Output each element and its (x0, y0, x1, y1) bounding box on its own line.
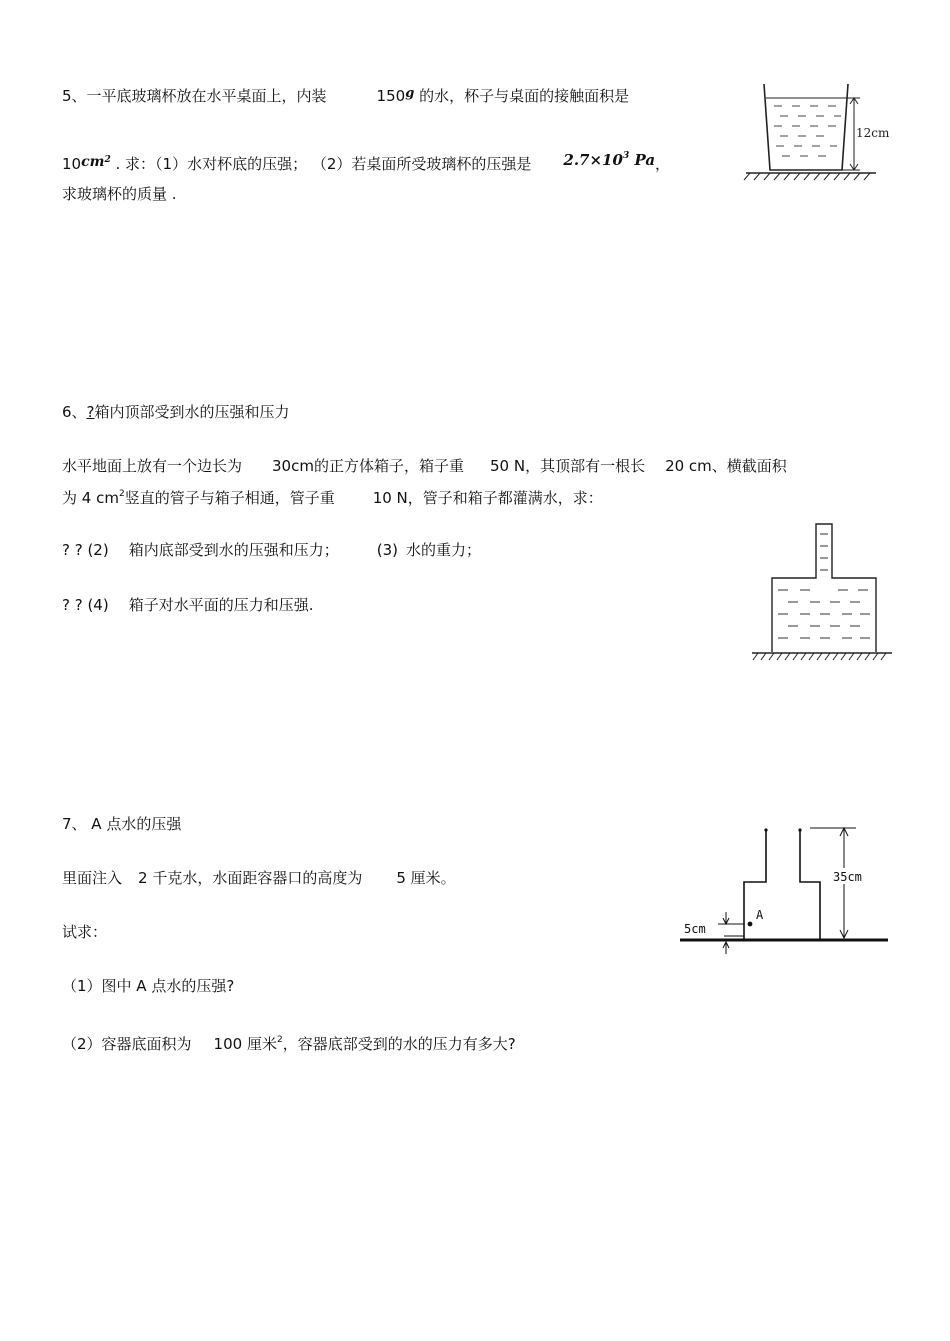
q7-item2-text-a: （2）容器底面积为 (62, 1035, 192, 1053)
q6-item-4 (62, 595, 314, 615)
q5-water-dashes (774, 106, 841, 156)
q6-side-length: 30cm (272, 457, 314, 475)
q6-box-weight: 50 N (489, 457, 526, 475)
q6-text-a: 水平地面上放有一个边长为 (62, 457, 243, 475)
q5-mass-question: 求玻璃杯的质量 . (62, 185, 177, 203)
q5-intro-text-2: 的水，杯子与桌面的接触面积是 (419, 87, 630, 105)
q5-line2-end: ， (655, 155, 671, 173)
q7-text-a: 里面注入 (62, 869, 123, 887)
q7-paragraph-line-1 (62, 868, 456, 888)
q5-mass-unit: g (405, 86, 415, 101)
q6-item2-text: 箱内底部受到水的压强和压力； (128, 541, 339, 559)
q6-box-water-dashes (778, 590, 870, 638)
q6-title-number: 6、 (62, 403, 87, 421)
q7-point-a (748, 922, 753, 927)
q5-area-unit: cm (81, 154, 105, 170)
q7-text-mass: 2 千克水，水面距容器口的高度为 (138, 869, 363, 887)
q6-item-2-3 (62, 540, 481, 560)
q5-height-label: 12cm (856, 126, 890, 140)
q6-item4-number: ? ? (4) (62, 596, 109, 614)
q7-item2-exp: 2 (276, 1035, 283, 1045)
q7-try-solve: 试求： (62, 923, 108, 941)
q5-intro-text: 5、一平底玻璃杯放在水平桌面上，内装 (62, 87, 327, 105)
q5-line-2 (62, 146, 670, 174)
q6-text-d: 、横截面积 (711, 457, 787, 475)
q7-5cm-label: 5cm (684, 922, 706, 936)
q7-item2-area: 100 厘米 (213, 1035, 277, 1053)
q7-item-1: （1）图中 A 点水的压强? (62, 977, 235, 995)
q5-pressure-unit: Pa (634, 151, 656, 169)
q6-item2-number: ? ? (2) (62, 541, 109, 559)
q6-text-b: 的正方体箱子，箱子重 (313, 457, 464, 475)
q5-area-value: 10 (62, 155, 82, 173)
q5-pressure-value: 2.7×10 (563, 151, 623, 169)
q5-ground-hatch (744, 173, 870, 180)
q6-pipe-length: 20 cm (665, 457, 712, 475)
q6-item3-number: (3) (376, 541, 398, 559)
q6-text-c: ，其顶部有一根长 (525, 457, 646, 475)
q6-pipe-water-dashes (820, 534, 828, 570)
q6-text-e: 为 4 cm (62, 489, 119, 507)
q7-container-figure (678, 812, 892, 954)
q6-pipe-weight: 10 N (372, 489, 408, 507)
q5-cup-outline (764, 84, 848, 170)
q7-35cm-label: 35cm (833, 870, 862, 884)
q6-box-figure (748, 518, 896, 664)
q7-title: 7、 A 点水的压强 (62, 815, 182, 833)
q6-title (62, 402, 290, 422)
q7-item-2 (62, 1030, 516, 1054)
q5-line-1 (62, 84, 629, 106)
q6-ground-hatch (753, 653, 886, 660)
q6-paragraph-line-1 (62, 456, 787, 476)
q6-text-g: ，管子和箱子都灌满水，求： (407, 489, 603, 507)
q6-item4-text: 箱子对水平面的压力和压强. (128, 596, 314, 614)
q6-box-outline (772, 524, 876, 652)
q7-text-height: 5 厘米。 (396, 869, 456, 887)
q7-item2-text-b: ，容器底部受到的水的压力有多大? (282, 1035, 516, 1053)
q5-area-exp: 2 (104, 155, 111, 165)
q7-point-a-label: A (756, 908, 764, 922)
q5-mass-value: 150 (376, 87, 406, 105)
q6-text-f: 竖直的管子与箱子相通，管子重 (124, 489, 335, 507)
q6-title-text: 箱内顶部受到水的压强和压力 (94, 403, 290, 421)
q5-line-3 (62, 184, 177, 204)
q7-container-right-wall (800, 830, 820, 940)
q6-title-placeholder: ? (86, 403, 95, 421)
q6-item3-text: 水的重力； (405, 541, 481, 559)
q6-area-exp: 2 (118, 489, 125, 499)
q5-glass-figure (742, 72, 890, 184)
q6-paragraph-line-2 (62, 484, 603, 508)
q5-questions-text: . 求：（1）水对杯底的压强； （2）若桌面所受玻璃杯的压强是 (115, 155, 532, 173)
q7-container-left-wall (744, 830, 766, 940)
q5-pressure-exp: 3 (622, 151, 630, 161)
